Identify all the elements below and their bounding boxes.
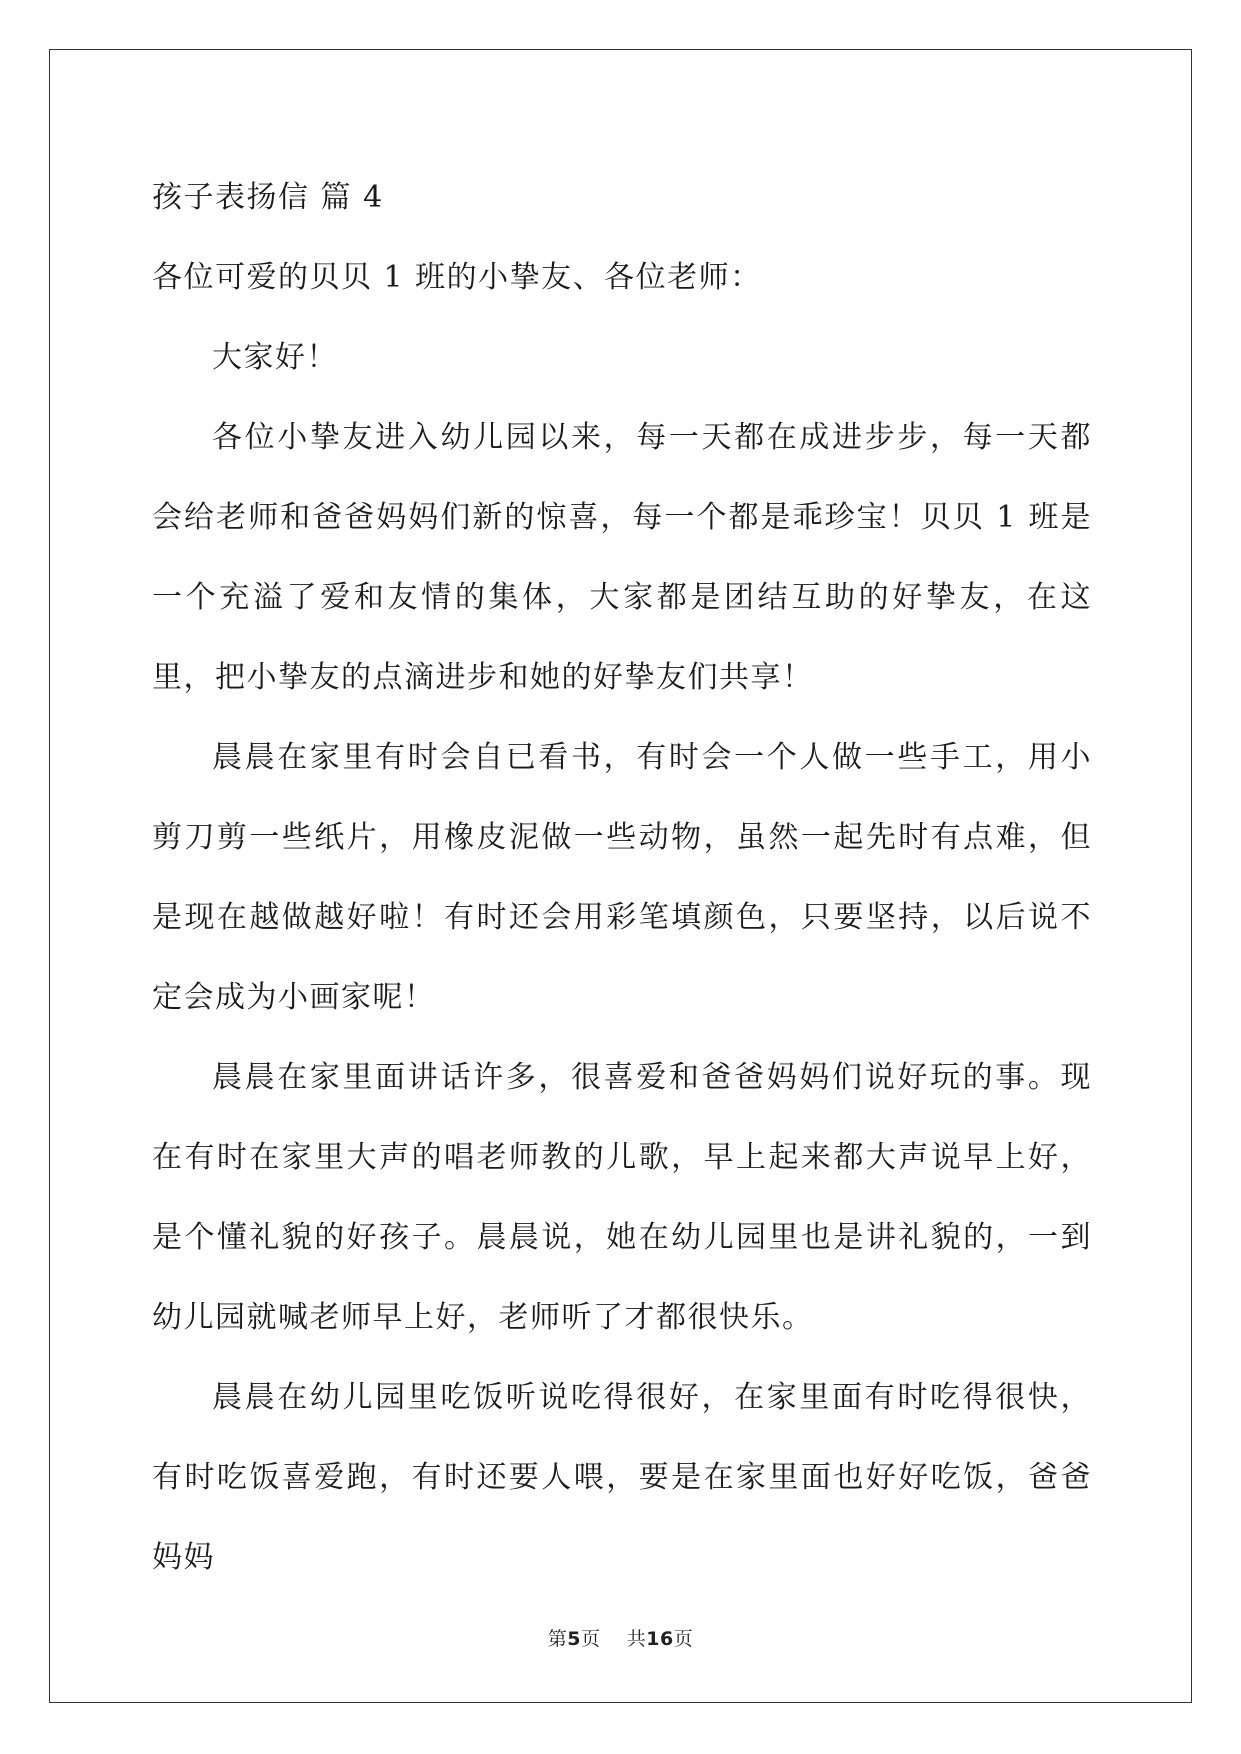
footer-total-suffix: 页 [673, 1628, 694, 1650]
document-title: 孩子表扬信 篇 4 [152, 180, 384, 215]
document-body [152, 158, 1092, 1598]
paragraph-3: 晨晨在家里面讲话许多，很喜爱和爸爸妈妈们说好玩的事。现在有时在家里大声的唱老师教的儿歌，早上起来都大声说早上好，是个懂礼貌的好孩子。晨晨说，她在幼儿园里也是讲礼貌的，一到幼儿园就喊老师早上好，老师听了才都很快乐。 [152, 1060, 1092, 1335]
footer-total-prefix: 共 [626, 1628, 647, 1650]
page-footer [0, 1624, 1241, 1651]
greeting: 大家好！ [212, 340, 338, 375]
salutation: 各位可爱的贝贝 1 班的小挚友、各位老师： [152, 260, 762, 295]
current-page-number: 5 [567, 1628, 582, 1650]
paragraph-4: 晨晨在幼儿园里吃饭听说吃得很好，在家里面有时吃得很快，有时吃饭喜爱跑，有时还要人喂，要是在家里面也好好吃饭，爸爸妈妈 [152, 1380, 1092, 1575]
footer-prefix: 第 [547, 1628, 568, 1650]
footer-page-word: 页 [581, 1628, 601, 1650]
paragraph-1: 各位小挚友进入幼儿园以来，每一天都在成进步步，每一天都会给老师和爸爸妈妈们新的惊喜，每一个都是乖珍宝！贝贝 1 班是一个充溢了爱和友情的集体，大家都是团结互助的好挚友，在这里，把小挚友的点滴进步和她的好挚友们共享！ [152, 420, 1092, 695]
paragraph-2: 晨晨在家里有时会自已看书，有时会一个人做一些手工，用小剪刀剪一些纸片，用橡皮泥做一些动物，虽然一起先时有点难，但是现在越做越好啦！有时还会用彩笔填颜色，只要坚持，以后说不定会成为小画家呢！ [152, 740, 1092, 1015]
total-pages-number: 16 [646, 1628, 674, 1650]
